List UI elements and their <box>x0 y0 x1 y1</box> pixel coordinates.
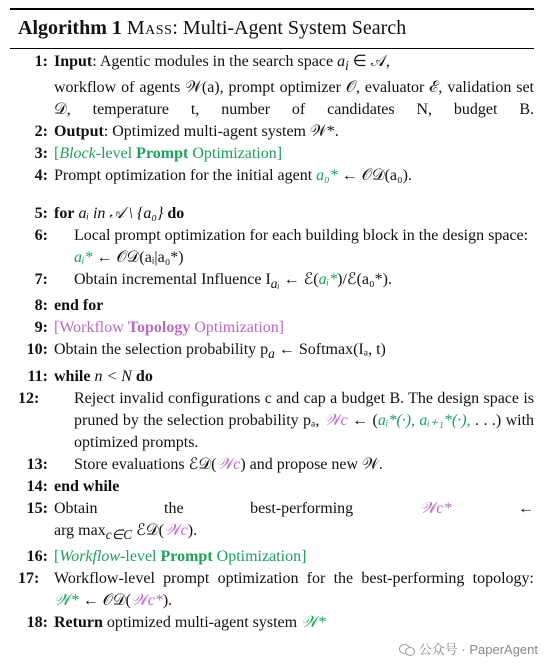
math-symbol: 𝒲* <box>54 591 79 609</box>
line-number: 2 : <box>18 121 48 143</box>
math-symbol: 𝒲c* <box>130 591 163 609</box>
bracket: [ <box>54 145 60 163</box>
line-text: ← 𝒪𝒟(a₀). <box>337 167 412 185</box>
math-symbol: 𝒲c <box>163 521 188 539</box>
line-17 <box>10 568 534 612</box>
math-symbol: a <box>337 53 346 70</box>
line-4 <box>10 165 534 187</box>
section-prompt: Prompt <box>160 547 213 565</box>
line-text: ← ( <box>347 411 378 429</box>
line-text: Obtain the selection probability p <box>54 341 269 359</box>
math-subscript: aᵢ <box>270 276 280 292</box>
section-text: -level <box>120 547 161 565</box>
spacer <box>10 187 534 203</box>
algorithm-box <box>10 8 534 634</box>
line-number: 8 : <box>18 295 48 317</box>
section-text: Optimization] <box>188 145 283 163</box>
line-text: aᵢ in 𝒜 \ {a₀} <box>74 205 168 223</box>
line-text: ). <box>162 591 173 609</box>
math-symbol: 𝒲c* <box>419 499 452 517</box>
line-number: 16 : <box>18 546 48 568</box>
line-text: the <box>164 499 184 517</box>
line-3 <box>10 143 534 165</box>
line-1 <box>10 51 534 121</box>
line-text: : Agentic modules in the search space <box>92 53 338 70</box>
line-text: ← 𝒪𝒟( <box>78 591 131 609</box>
algorithm-label: Algorithm 1 <box>18 17 122 39</box>
line-text: ← ℰ( <box>279 271 319 289</box>
line-text: Obtain <box>54 499 98 517</box>
math-subscript: c∈C <box>105 526 133 542</box>
math-symbol: a₀* <box>316 167 338 185</box>
line-text: best-performing <box>250 499 354 517</box>
line-text: . . .) with optimized prompts. <box>74 411 535 451</box>
line-text: Obtain incremental Influence I <box>74 271 271 289</box>
algorithm-name: Mass <box>126 17 173 39</box>
line-number: 10 : <box>18 339 48 361</box>
keyword-do: do <box>135 367 153 385</box>
line-text: optimized multi-agent system <box>102 613 302 631</box>
line-number: 4 : <box>18 165 48 187</box>
algorithm-title-rest: : Multi-Agent System Search <box>172 17 407 39</box>
line-number: 12 : <box>18 388 48 410</box>
section-prompt: Prompt <box>136 145 189 163</box>
line-text: ← Softmax(Iₐ, t) <box>274 341 386 359</box>
line-18 <box>10 612 534 634</box>
wechat-icon <box>399 643 415 655</box>
keyword-input: Input <box>54 53 93 70</box>
line-text: n < N <box>90 367 136 385</box>
line-text: ← 𝒪𝒟(aᵢ|a₀*) <box>92 249 184 267</box>
section-text: Optimization] <box>190 319 285 337</box>
line-6 <box>10 225 534 269</box>
line-9 <box>10 317 534 339</box>
line-14 <box>10 476 534 498</box>
keyword-for: for <box>54 205 75 223</box>
line-text: Store evaluations ℰ𝒟( <box>74 455 217 473</box>
math-subscript: i <box>345 58 349 74</box>
section-text: -level <box>95 145 137 163</box>
line-text: : Optimized multi-agent system 𝒲*. <box>103 123 339 141</box>
math-symbol: 𝒲c <box>216 455 241 473</box>
line-number: 1 : <box>18 51 48 73</box>
watermark-text: 公众号 · PaperAgent <box>418 642 538 657</box>
keyword-while: while <box>54 367 91 385</box>
line-text: Local prompt optimization for each building block in the design space: <box>74 227 529 245</box>
math-symbol: 𝒲* <box>301 613 326 631</box>
line-11 <box>10 366 534 388</box>
line-number: 13 : <box>18 454 48 476</box>
line-text: )/ℰ(a₀*). <box>337 271 392 289</box>
algorithm-body <box>10 49 534 634</box>
line-8 <box>10 295 534 317</box>
line-text-continued: workflow of agents 𝒲(a), prompt optimizer 𝒪, evaluator ℰ, validation set 𝒟, temperature t, number of candidates N, budget B. <box>54 79 534 119</box>
line-number: 6 : <box>18 225 48 247</box>
keyword-output: Output <box>54 123 104 141</box>
line-12 <box>10 388 534 454</box>
line-text: ). <box>187 521 198 539</box>
line-number: 9 : <box>18 317 48 339</box>
line-number: 11 : <box>18 366 48 388</box>
section-text: [Workflow <box>54 319 128 337</box>
line-text: ℰ𝒟( <box>132 521 164 539</box>
line-number: 15 : <box>18 498 48 520</box>
keyword-end-for: end for <box>54 297 104 315</box>
line-text: ) and propose new 𝒲. <box>240 455 383 473</box>
line-text: ∈ 𝒜, <box>348 53 390 70</box>
line-text: arg max <box>54 521 106 539</box>
section-topology: Topology <box>127 319 191 337</box>
line-text: Reject invalid configurations c and cap a budget B. The design space is pruned by the selection probability pₐ, <box>74 389 534 429</box>
line-text: Workflow-level prompt optimization for the best-performing topology: <box>54 569 534 587</box>
line-7 <box>10 269 534 295</box>
section-workflow: Workflow <box>59 547 121 565</box>
line-13 <box>10 454 534 476</box>
line-10 <box>10 339 534 365</box>
line-number: 14 : <box>18 476 48 498</box>
line-5 <box>10 203 534 225</box>
line-number: 18 : <box>18 612 48 634</box>
keyword-return: Return <box>54 613 103 631</box>
keyword-end-while: end while <box>54 477 120 495</box>
math-subscript: a <box>268 346 275 362</box>
watermark <box>397 639 540 658</box>
line-number: 5 : <box>18 203 48 225</box>
math-symbol: aᵢ* <box>74 249 93 267</box>
arrow-symbol: ← <box>517 499 534 517</box>
keyword-do: do <box>167 205 185 223</box>
math-symbol: aᵢ* <box>318 271 338 289</box>
line-text: Prompt optimization for the initial agent <box>54 167 317 185</box>
bracket: [ <box>54 547 60 565</box>
section-block: Block <box>59 145 96 163</box>
line-16 <box>10 546 534 568</box>
line-number: 7 : <box>18 269 48 291</box>
line-number: 3 : <box>18 143 48 165</box>
math-symbol: aᵢ*(·), aᵢ₊₁*(·), <box>377 411 471 429</box>
section-text: Optimization] <box>212 547 307 565</box>
line-15-spread <box>54 498 534 520</box>
line-number: 17 : <box>18 568 48 590</box>
algorithm-title <box>10 10 534 42</box>
line-2 <box>10 121 534 143</box>
math-symbol: 𝒲c <box>323 411 348 429</box>
line-15 <box>10 498 534 546</box>
